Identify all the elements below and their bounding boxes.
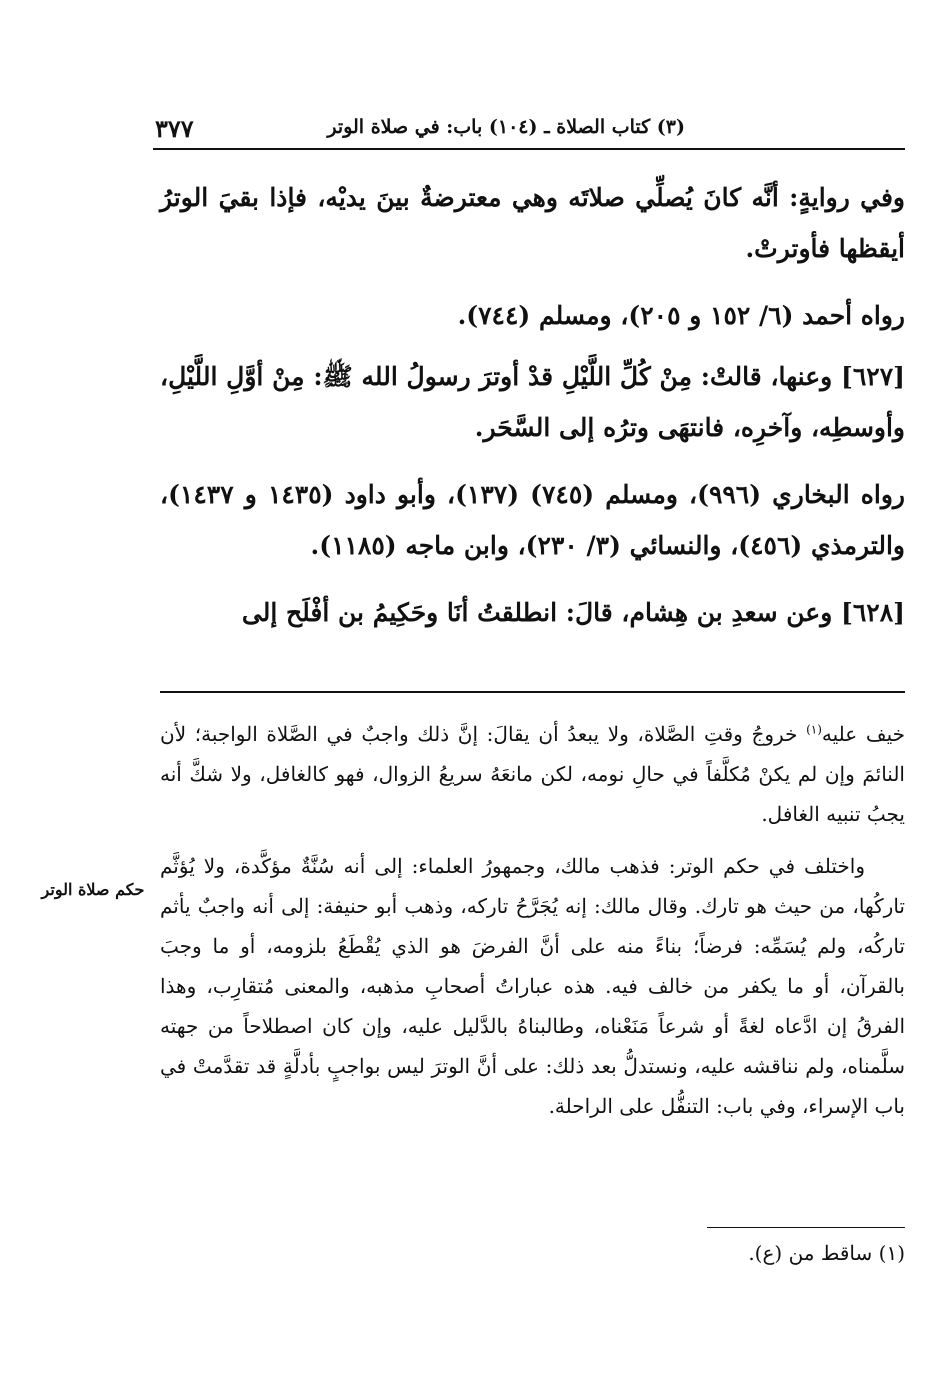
main-divider [160, 691, 905, 693]
hadith-number-627: [٦٢٧] [841, 362, 905, 391]
main-paragraph-1: وفي روايةٍ: أنَّه كانَ يُصلِّي صلاتَه وهي معترضةٌ بينَ يديْه، فإذا بقيَ الوترُ أيقظها فأوترتْ. [160, 183, 905, 263]
commentary [160, 714, 905, 1126]
hadith-628-text: وعن سعدِ بن هِشام، قالَ: انطلقتُ أنَا وحَكِيمُ بن أفْلَح إلى [241, 598, 833, 627]
page-header [153, 108, 905, 150]
main-paragraph-4: رواه البخاري (٩٩٦)، ومسلم (٧٤٥) (١٣٧)، وأبو داود (١٤٣٥ و ١٤٣٧)، والترمذي (٤٥٦)، والنسائي (٣/ ٢٣٠)، وابن ماجه (١١٨٥). [160, 480, 905, 560]
footnote-divider [707, 1227, 905, 1228]
hadith-627-text: وعنها، قالتْ: مِنْ كُلِّ اللَّيْلِ قدْ أوترَ رسولُ الله ﷺ: مِنْ أوَّلِ اللَّيْلِ، وأوسطِه، وآخرِه، فانتهَى وترُه إلى السَّحَر. [160, 362, 905, 442]
main-paragraph-2: رواه أحمد (٦/ ١٥٢ و ٢٠٥)، ومسلم (٧٤٤). [457, 301, 905, 330]
commentary-paragraph-2: واختلف في حكم الوتر: فذهب مالك، وجمهورُ العلماء: إلى أنه سُنَّةٌ مؤكَّدة، ولا يُؤثَّم تاركُها، من حيث هو تارك. وقال مالك: إنه يُجَرَّحُ تاركه، وذهب أبو حنيفة: إلى أنه واجبٌ يأثم تاركُه، ولم يُسَمِّه: فرضاً؛ بناءً منه على أنَّ الفرضَ هو الذي يُقْطَعُ بلزومه، أو ما وجبَ بالقرآن، أو ما يكفر من خالف فيه. هذه عباراتُ أصحابِ مذهبه، والمعنى مُتقارِب، وهذا الفرقُ إن ادَّعاه لغةً أو شرعاً مَنَعْناه، وطالبناهُ بالدَّليل عليه، وإن كان اصطلاحاً من جهته سلَّمناه، ولم نناقشه عليه، ونستدلُّ بعد ذلك: على أنَّ الوترَ ليس بواجبٍ بأدلَّةٍ قد تقدَّمتْ في باب الإسراء، وفي باب: التنفُّل على الراحلة. [160, 854, 905, 1118]
footnote: (١) ساقط من (ع). [748, 1241, 905, 1265]
running-title: (٣) كتاب الصلاة ـ (١٠٤) باب: في صلاة الوتر [327, 116, 685, 138]
commentary-paragraph-1 [160, 714, 905, 834]
footnote-ref-1: (١) [806, 722, 822, 737]
hadith-628 [160, 587, 905, 638]
page-number: ٣٧٧ [155, 114, 194, 143]
main-text [160, 172, 905, 654]
side-note: حكم صلاة الوتر [41, 880, 145, 899]
hadith-number-628: [٦٢٨] [841, 598, 905, 627]
hadith-627 [160, 351, 905, 453]
commentary-p1-start: خيف عليه [821, 722, 905, 746]
commentary-p1-rest: خروجُ وقتِ الصَّلاة، ولا يبعدُ أن يقالَ: إنَّ ذلك واجبٌ في الصَّلاة الواجبة؛ لأن النائمَ وإن لم يكنْ مُكلَّفاً في حالِ نومه، لكن مانعَهُ سريعُ الزوال، فهو كالغافل، ولا شكَّ أنه يجبُ تنبيه الغافل. [160, 722, 905, 826]
